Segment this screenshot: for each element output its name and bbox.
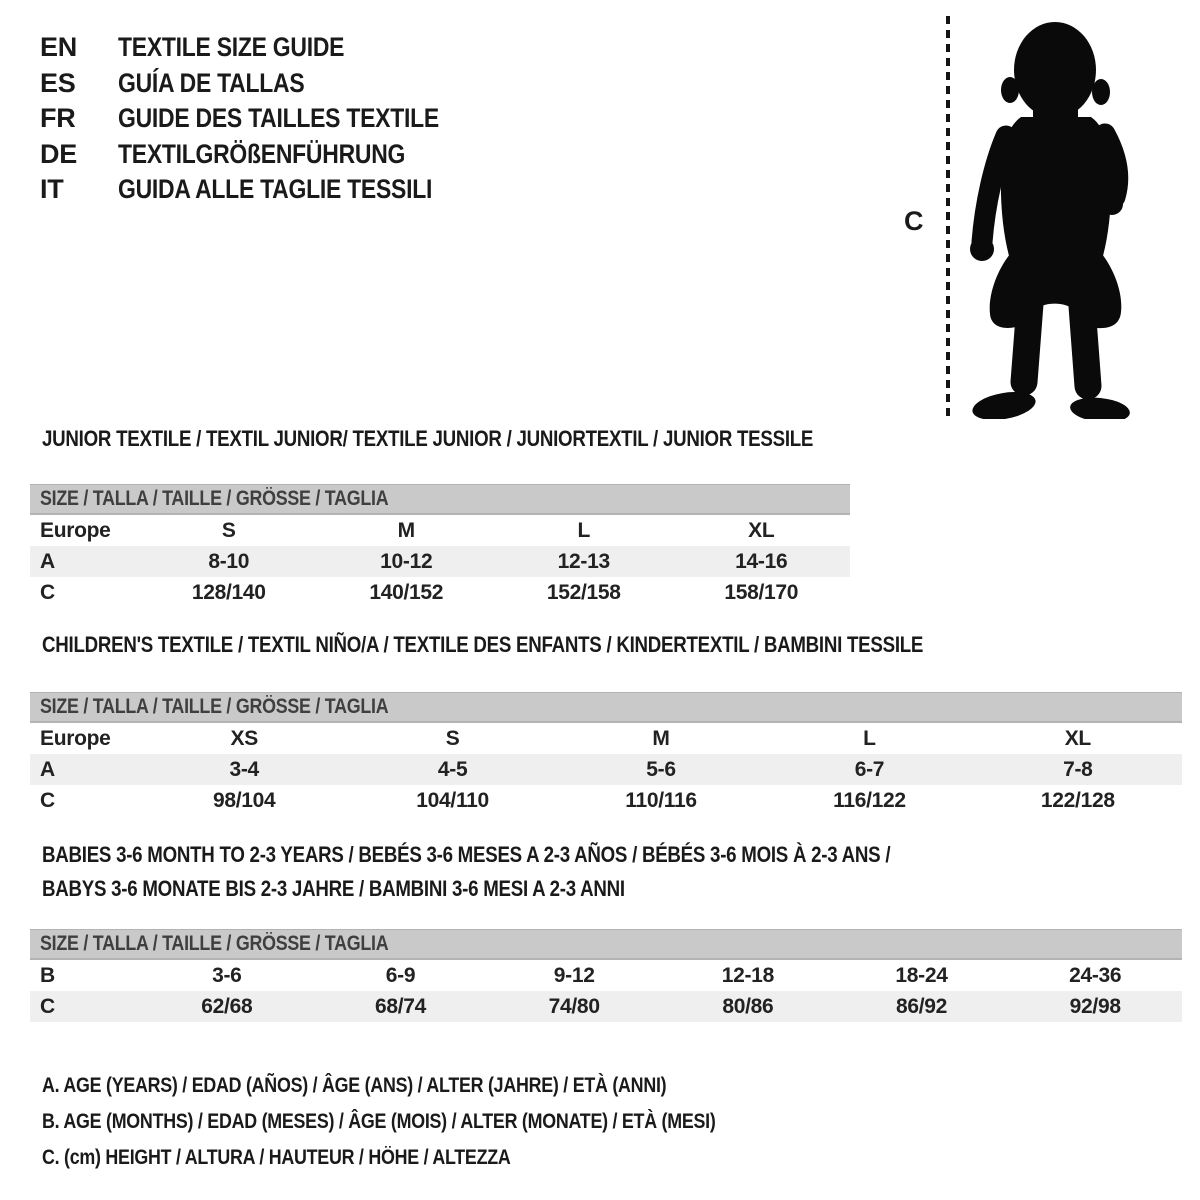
table-cell: 122/128 [1040, 789, 1115, 812]
babies-section-heading-line2: BABYS 3-6 MONATE BIS 2-3 JAHRE / BAMBINI 3-6 MESI A 2-3 ANNI [42, 876, 625, 901]
row-label: Europe [40, 519, 111, 542]
table-cell: 3-4 [229, 758, 259, 781]
table-cell: XL [1064, 727, 1091, 750]
row-label: B [40, 964, 55, 987]
legend-line-b-text: B. AGE (MONTHS) / EDAD (MESES) / ÂGE (MOIS) / ALTER (MONATE) / ETÀ (MESI) [42, 1110, 716, 1133]
table-cell: M [397, 519, 415, 542]
table-cell: L [863, 727, 876, 750]
junior-section-heading [42, 422, 949, 456]
table-cell: 6-7 [854, 758, 885, 781]
height-measure-line [946, 16, 950, 416]
table-cell: 80/86 [722, 995, 774, 1018]
table-cell: XS [230, 727, 258, 750]
legend-line-b [42, 1104, 834, 1140]
row-label: C [40, 789, 55, 812]
table-cell: 3-6 [212, 964, 242, 987]
table-cell: 12-18 [721, 964, 774, 987]
table-cell: 140/152 [369, 581, 444, 604]
table-cell: L [577, 519, 591, 542]
table-cell: 158/170 [724, 581, 799, 604]
children-section-heading-text: CHILDREN'S TEXTILE / TEXTIL NIÑO/A / TEXTILE DES ENFANTS / KINDERTEXTIL / BAMBINI TESSILE [42, 632, 924, 657]
table-cell: 110/116 [625, 789, 697, 812]
legend-line-a-text: A. AGE (YEARS) / EDAD (AÑOS) / ÂGE (ANS) / ALTER (JAHRE) / ETÀ (ANNI) [42, 1074, 667, 1097]
table-row-europe [30, 723, 1182, 754]
table-cell: 68/74 [374, 995, 427, 1018]
row-label: A [40, 550, 55, 573]
language-code-fr: FR [40, 103, 76, 133]
height-measure-label: C [904, 206, 924, 236]
table-row-c [30, 785, 1182, 816]
legend-line-c [42, 1140, 834, 1176]
table-cell: 74/80 [548, 995, 600, 1018]
table-cell: 10-12 [380, 550, 433, 573]
language-header [40, 30, 496, 208]
guide-title-fr: GUIDE DES TAILLES TEXTILE [118, 103, 439, 133]
row-label: Europe [40, 727, 111, 750]
language-code-en: EN [40, 32, 77, 62]
legend-line-a [42, 1068, 834, 1104]
table-cell: 12-13 [557, 550, 610, 573]
size-header-bar: SIZE / TALLA / TAILLE / GRÖSSE / TAGLIA [30, 929, 1182, 960]
table-cell: 14-16 [735, 550, 788, 573]
junior-size-table [30, 484, 850, 608]
table-cell: M [652, 727, 670, 750]
table-cell: S [445, 727, 460, 750]
language-code-es: ES [40, 67, 76, 98]
table-row-europe [30, 515, 850, 546]
guide-title-es: GUÍA DE TALLAS [118, 67, 305, 98]
table-cell: 9-12 [553, 964, 595, 987]
table-cell: S [221, 519, 236, 542]
language-code-it: IT [40, 174, 64, 204]
table-cell: 6-9 [385, 964, 416, 987]
language-code-de: DE [40, 138, 77, 169]
junior-section-heading-text: JUNIOR TEXTILE / TEXTIL JUNIOR/ TEXTILE JUNIOR / JUNIORTEXTIL / JUNIOR TESSILE [42, 426, 814, 451]
babies-section-heading-line1: BABIES 3-6 MONTH TO 2-3 YEARS / BEBÉS 3-6 MESES A 2-3 AÑOS / BÉBÉS 3-6 MOIS À 2-3 ANS / [42, 842, 891, 867]
children-size-table [30, 692, 1182, 816]
children-section-heading [42, 628, 1079, 662]
table-cell: 152/158 [546, 581, 621, 604]
table-cell: 7-8 [1063, 758, 1093, 781]
size-header-bar: SIZE / TALLA / TAILLE / GRÖSSE / TAGLIA [30, 484, 850, 515]
row-label: C [40, 581, 55, 604]
table-cell: XL [748, 519, 775, 542]
table-cell: 86/92 [895, 995, 948, 1018]
table-cell: 128/140 [191, 581, 266, 604]
size-header-bar: SIZE / TALLA / TAILLE / GRÖSSE / TAGLIA [30, 692, 1182, 723]
babies-section-heading [42, 838, 1040, 906]
table-row-a [30, 546, 850, 577]
guide-title-en: TEXTILE SIZE GUIDE [118, 32, 345, 62]
table-cell: 116/122 [833, 789, 906, 812]
row-label: A [40, 758, 55, 781]
table-row-c [30, 991, 1182, 1022]
toddler-silhouette-icon [958, 14, 1143, 419]
table-cell: 98/104 [212, 789, 276, 812]
row-label: C [40, 995, 55, 1018]
table-row-a [30, 754, 1182, 785]
table-cell: 62/68 [201, 995, 253, 1018]
table-cell: 8-10 [208, 550, 250, 573]
guide-title-it: GUIDA ALLE TAGLIE TESSILI [118, 174, 433, 204]
measurement-legend [42, 1068, 834, 1176]
legend-line-c-text: C. (cm) HEIGHT / ALTURA / HAUTEUR / HÖHE / ALTEZZA [42, 1146, 511, 1169]
table-cell: 5-6 [646, 758, 676, 781]
table-cell: 24-36 [1069, 964, 1122, 987]
table-row-c [30, 577, 850, 608]
guide-title-de: TEXTILGRÖßENFÜHRUNG [118, 138, 406, 169]
table-cell: 18-24 [895, 964, 948, 987]
babies-size-table [30, 929, 1182, 1022]
table-row-b [30, 960, 1182, 991]
table-cell: 104/110 [416, 789, 489, 812]
table-cell: 4-5 [437, 758, 468, 781]
table-cell: 92/98 [1069, 995, 1121, 1018]
